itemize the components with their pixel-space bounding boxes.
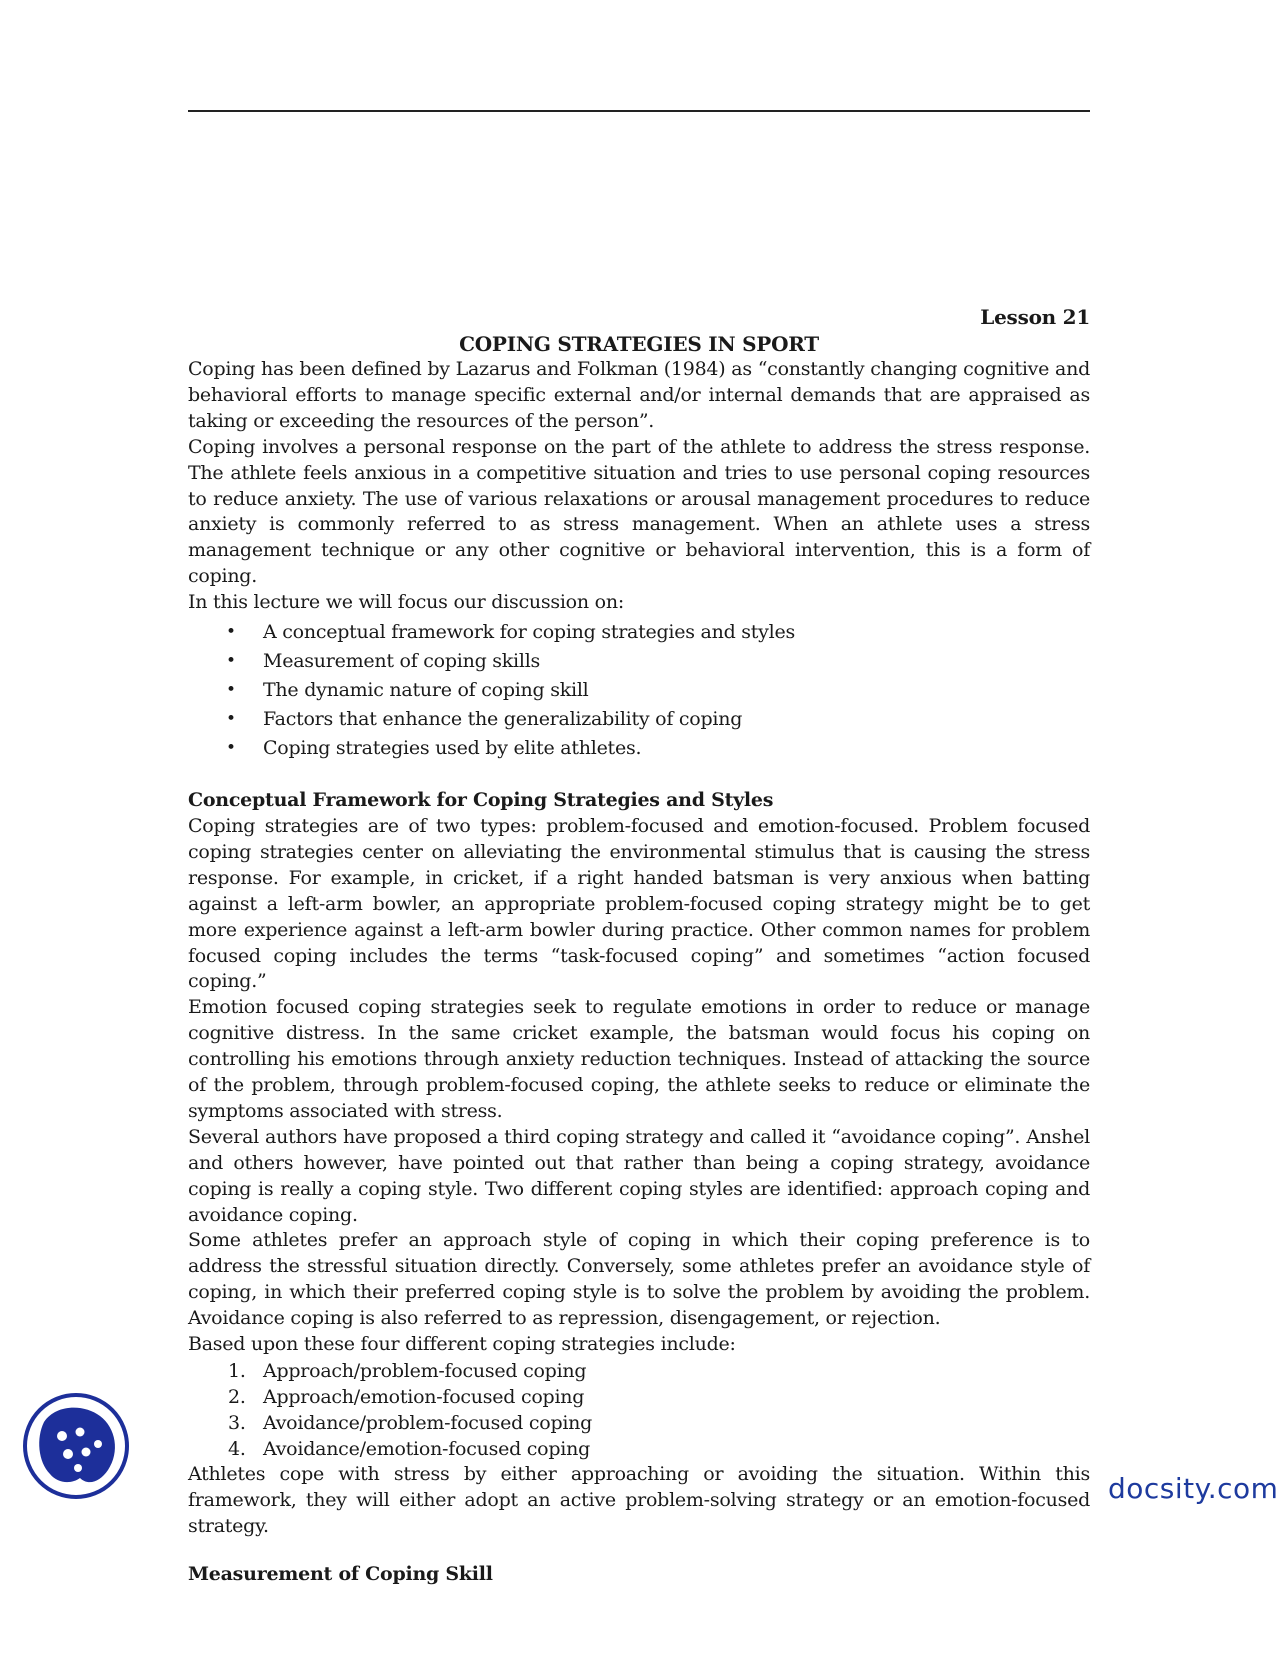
list-item-text: Approach/problem-focused coping xyxy=(263,1360,587,1382)
bullet-icon: • xyxy=(226,622,236,643)
bullet-icon: • xyxy=(226,709,236,730)
docsity-logo-icon[interactable] xyxy=(22,1392,130,1500)
bullet-icon: • xyxy=(226,680,236,701)
list-item-text: Coping strategies used by elite athletes. xyxy=(263,737,642,760)
document-body xyxy=(188,304,1090,1588)
section-heading-measurement: Measurement of Coping Skill xyxy=(188,1562,493,1585)
list-item xyxy=(188,647,1090,676)
strategy-list xyxy=(188,1358,1090,1462)
section-heading-framework: Conceptual Framework for Coping Strategies and Styles xyxy=(188,789,774,812)
framework-paragraph-1: Coping strategies are of two types: problem-focused and emotion-focused. Problem focused coping strategies center on alleviating the environmental stimulus that is causing the stress response. For example, in cricket, if a right handed batsman is very anxious when batting against a left-arm bowler, an appropriate problem-focused coping strategy might be to get more experience against a left-arm bowler during practice. Other common names for problem focused coping includes the terms “task-focused coping” and sometimes “action focused coping.” xyxy=(188,814,1090,993)
list-item-text: Measurement of coping skills xyxy=(263,650,541,673)
list-item-text: Avoidance/emotion-focused coping xyxy=(263,1438,590,1460)
list-item xyxy=(188,734,1090,763)
list-item-text: A conceptual framework for coping strategies and styles xyxy=(263,621,795,644)
list-item xyxy=(188,1410,1090,1436)
framework-paragraph-2: Emotion focused coping strategies seek to regulate emotions in order to reduce or manage cognitive distress. In the same cricket example, the batsman would focus his coping on controlling his emotions through anxiety reduction techniques. Instead of attacking the source of the problem, through problem-focused coping, the athlete seeks to reduce or eliminate the symptoms associated with stress. xyxy=(188,996,1090,1122)
list-number: 4. xyxy=(228,1438,246,1460)
framework-paragraph-3: Several authors have proposed a third coping strategy and called it “avoidance coping”. Anshel and others however, have pointed out that rather than being a coping strategy, avoidance coping is really a coping style. Two different coping styles are identified: approach coping and avoidance coping. xyxy=(188,1125,1090,1226)
focus-list xyxy=(188,618,1090,763)
header-rule xyxy=(188,110,1090,112)
lesson-number: Lesson 21 xyxy=(980,305,1090,329)
list-item-text: Factors that enhance the generalizability of coping xyxy=(263,708,743,731)
list-item xyxy=(188,676,1090,705)
list-item xyxy=(188,1436,1090,1462)
list-number: 1. xyxy=(228,1360,246,1382)
list-item xyxy=(188,1358,1090,1384)
list-item-text: Avoidance/problem-focused coping xyxy=(263,1412,593,1434)
bullet-icon: • xyxy=(226,738,236,759)
bullet-icon: • xyxy=(226,651,236,672)
intro-paragraph-3: In this lecture we will focus our discussion on: xyxy=(188,591,624,614)
docsity-brand-link[interactable]: docsity.com xyxy=(1108,1472,1279,1505)
page-title: COPING STRATEGIES IN SPORT xyxy=(459,332,819,356)
list-item-text: The dynamic nature of coping skill xyxy=(263,679,589,702)
list-number: 3. xyxy=(228,1412,246,1434)
framework-paragraph-5: Based upon these four different coping strategies include: xyxy=(188,1333,736,1356)
list-item xyxy=(188,705,1090,734)
framework-paragraph-4: Some athletes prefer an approach style of coping in which their coping preference is to address the stressful situation directly. Conversely, some athletes prefer an avoidance style of coping, in which their preferred coping style is to solve the problem by avoiding the problem. Avoidance coping is also referred to as repression, disengagement, or rejection. xyxy=(188,1229,1090,1330)
list-item-text: Approach/emotion-focused coping xyxy=(263,1386,585,1408)
framework-closing-paragraph: Athletes cope with stress by either approaching or avoiding the situation. Within this framework, they will either adopt an active problem-solving strategy or an emotion-focused strategy. xyxy=(188,1463,1090,1537)
list-item xyxy=(188,1384,1090,1410)
intro-paragraph-1: Coping has been defined by Lazarus and Folkman (1984) as “constantly changing cognitive and behavioral efforts to manage specific external and/or internal demands that are appraised as taking or exceeding the resources of the person”. xyxy=(188,358,1090,432)
list-number: 2. xyxy=(228,1386,246,1408)
intro-paragraph-2: Coping involves a personal response on the part of the athlete to address the stress response. The athlete feels anxious in a competitive situation and tries to use personal coping resources to reduce anxiety. The use of various relaxations or arousal management procedures to reduce anxiety is commonly referred to as stress management. When an athlete uses a stress management technique or any other cognitive or behavioral intervention, this is a form of coping. xyxy=(188,435,1090,588)
section-spacer xyxy=(188,1540,1090,1562)
list-item xyxy=(188,618,1090,647)
